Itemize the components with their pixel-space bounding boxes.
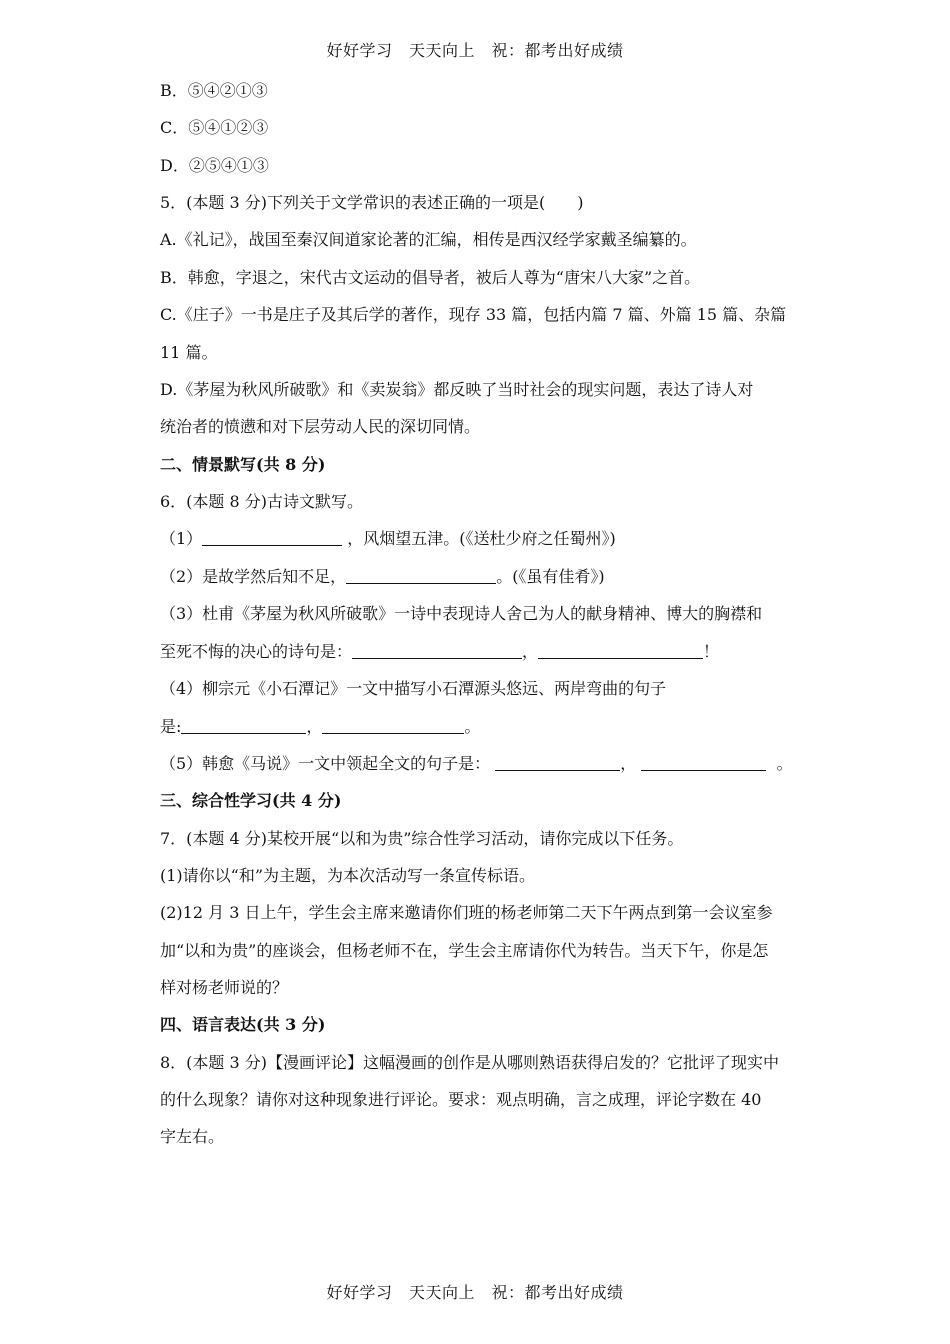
question-5-option-b: B．韩愈，字退之，宋代古文运动的倡导者，被后人尊为“唐宋八大家”之首。 <box>160 268 701 287</box>
item-3-sep: ， <box>522 642 539 661</box>
question-6-item-1 <box>160 528 800 550</box>
option-c-line: C．⑤④①②③ <box>160 118 269 137</box>
section-2-heading: 二、情景默写(共 8 分) <box>160 455 326 474</box>
answer-blank[interactable] <box>538 642 703 659</box>
answer-blank[interactable] <box>352 642 522 659</box>
item-3-suffix: ！ <box>703 642 720 661</box>
item-1-suffix: ，风烟望五津。(《送杜少府之任蜀州》) <box>347 529 616 548</box>
question-6-item-2 <box>160 566 800 588</box>
question-8-stem-cont: 的什么现象？请你对这种现象进行评论。要求：观点明确，言之成理，评论字数在 40 <box>160 1090 762 1109</box>
question-5-option-a: A.《礼记》，战国至秦汉间道家论著的汇编，相传是西汉经学家戴圣编纂的。 <box>160 230 697 249</box>
question-5-option-c: C.《庄子》一书是庄子及其后学的著作，现存 33 篇，包括内篇 7 篇、外篇 15 篇、杂篇 <box>160 305 787 324</box>
answer-blank[interactable] <box>322 717 464 734</box>
question-6-item-4-cont <box>160 716 800 738</box>
question-5-stem: 5．(本题 3 分)下列关于文学常识的表述正确的一项是( ) <box>160 193 584 212</box>
page-footer: 好好学习 天天向上 祝：都考出好成绩 <box>326 1283 624 1302</box>
question-8-stem: 8．(本题 3 分)【漫画评论】这幅漫画的创作是从哪则熟语获得启发的？它批评了现实中 <box>160 1053 780 1072</box>
item-4-sep: ， <box>306 717 323 736</box>
item-4-suffix: 。 <box>464 717 481 736</box>
question-5-option-d: D.《茅屋为秋风所破歌》和《卖炭翁》都反映了当时社会的现实问题，表达了诗人对 <box>160 380 754 399</box>
question-5-option-c-cont: 11 篇。 <box>160 343 218 362</box>
item-4-prefix: 是: <box>160 717 182 736</box>
question-6-item-3: （3）杜甫《茅屋为秋风所破歌》一诗中表现诗人舍己为人的献身精神、博大的胸襟和 <box>160 604 763 623</box>
item-1-prefix: （1） <box>160 529 203 548</box>
page-header: 好好学习 天天向上 祝：都考出好成绩 <box>326 41 624 60</box>
item-2-prefix: （2）是故学然后知不足， <box>160 567 347 586</box>
item-2-suffix: 。(《虽有佳肴》) <box>496 567 605 586</box>
answer-blank[interactable] <box>495 754 620 771</box>
question-8-stem-end: 字左右。 <box>160 1127 225 1146</box>
answer-blank[interactable] <box>641 754 766 771</box>
item-5-prefix: （5）韩愈《马说》一文中领起全文的句子是： <box>160 754 491 773</box>
question-5-option-d-cont: 统治者的愤懑和对下层劳动人民的深切同情。 <box>160 417 481 436</box>
item-5-sep: ， <box>620 754 637 773</box>
question-6-item-3-cont <box>160 641 800 663</box>
answer-blank[interactable] <box>202 529 342 546</box>
option-b-line: B．⑤④②①③ <box>160 81 268 100</box>
question-7-part-1: (1)请你以“和”为主题，为本次活动写一条宣传标语。 <box>160 866 536 885</box>
question-6-item-4: （4）柳宗元《小石潭记》一文中描写小石潭源头悠远、两岸弯曲的句子 <box>160 679 667 698</box>
option-d-line: D．②⑤④①③ <box>160 156 269 175</box>
section-4-heading: 四、语言表达(共 3 分) <box>160 1015 326 1034</box>
question-7-stem: 7．(本题 4 分)某校开展“以和为贵”综合性学习活动，请你完成以下任务。 <box>160 829 684 848</box>
answer-blank[interactable] <box>346 567 496 584</box>
answer-blank[interactable] <box>181 717 306 734</box>
question-7-part-2: (2)12 月 3 日上午，学生会主席来邀请你们班的杨老师第二天下午两点到第一会议室参 <box>160 903 773 922</box>
item-3-prefix: 至死不悔的决心的诗句是： <box>160 642 353 661</box>
question-6-item-5 <box>160 753 800 775</box>
section-3-heading: 三、综合性学习(共 4 分) <box>160 791 342 810</box>
item-5-suffix: 。 <box>776 754 793 773</box>
question-7-part-2-end: 样对杨老师说的？ <box>160 978 289 997</box>
question-7-part-2-cont: 加“以和为贵”的座谈会，但杨老师不在，学生会主席请你代为转告。当天下午，你是怎 <box>160 941 769 960</box>
question-6-stem: 6．(本题 8 分)古诗文默写。 <box>160 492 364 511</box>
